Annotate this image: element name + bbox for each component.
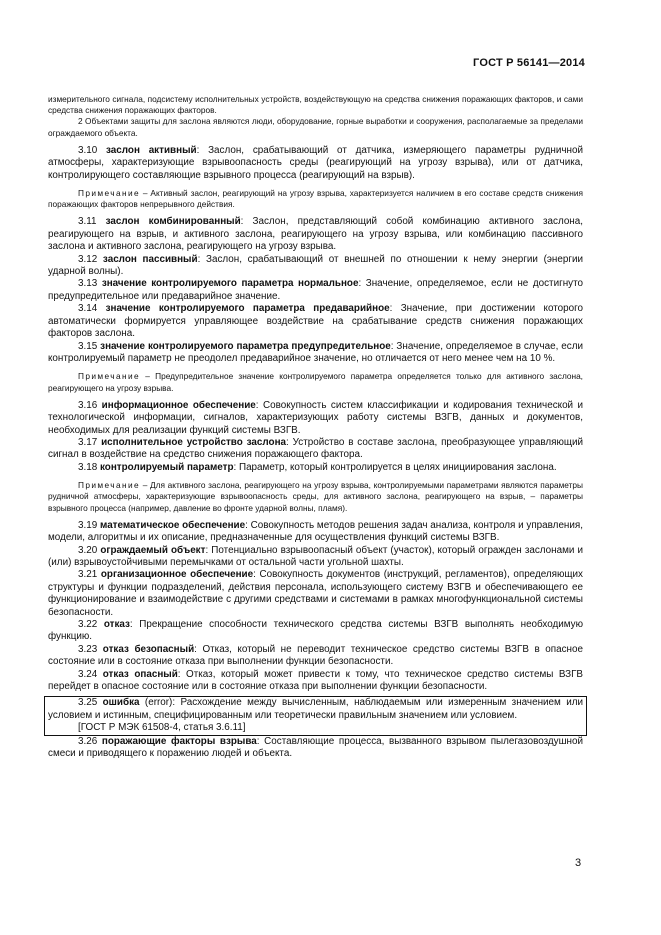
term-entry: [48, 520, 583, 545]
term-entry: [48, 254, 583, 279]
term-entry: [48, 400, 583, 437]
term-number: 3.20: [78, 544, 98, 556]
note-label: Примечание: [78, 188, 141, 199]
term-entry: [48, 736, 583, 761]
term-entry: [48, 303, 583, 340]
term-definition: : Прекращение способности технического средства системы ВЗГВ выполнять необходимую функцию.: [48, 619, 584, 643]
term-entry: [48, 644, 583, 669]
term-name: исполнительное устройство заслона: [101, 436, 287, 448]
document-code: ГОСТ Р 56141—2014: [473, 57, 585, 69]
term-number: 3.15: [78, 340, 98, 352]
term-entry: [48, 278, 583, 303]
term-name: отказ: [103, 619, 130, 631]
term-entry: [48, 437, 583, 462]
term-reference: [ГОСТ Р МЭК 61508-4, статья 3.6.11]: [78, 722, 246, 734]
term-entry: [48, 341, 583, 366]
term-number: 3.23: [78, 643, 98, 655]
term-name: значение контролируемого параметра предупредительное: [100, 340, 391, 352]
term-definition: : Заслон, срабатывающий от внешней по отношении к нему энергии (энергии ударной волны).: [48, 253, 583, 278]
term-definition: : Отказ, который может привести к тому, что техническое средство системы ВЗГВ перейдет в опасное состояние или в состояние отказа при выполнении функции безопасности.: [48, 668, 583, 693]
term-definition: : Потенциально взрывоопасный объект (участок), который огражден заслонами и (или) взрывоустойчивыми перемычками от остальной части угольной шахты.: [48, 544, 583, 568]
continued-note: [48, 94, 583, 116]
term-number: 3.22: [78, 619, 98, 631]
term-name: заслон комбинированный: [105, 216, 241, 228]
term-name: организационное обеспечение: [100, 569, 254, 581]
term-definition: : Заслон, срабатывающий от датчика, измеряющего параметры рудничной атмосферы, характеризующие взрывоопасность среды (реагирующий на угрозу взрыва), или от датчика, контролирующего составляющие взрывного процесса (реагирующий на взрыв).: [48, 144, 583, 181]
term-number: 3.21: [78, 569, 98, 581]
term-entry: [48, 462, 583, 474]
term-entry: [48, 145, 583, 182]
term-definition: : Параметр, который контролируется в целях инициирования заслона.: [233, 461, 557, 473]
term-name: ошибка: [102, 697, 140, 709]
term-number: 3.16: [78, 399, 98, 411]
term-name: ограждаемый объект: [100, 544, 206, 556]
term-number: 3.13: [78, 278, 98, 290]
term-number: 3.11: [78, 216, 97, 228]
term-entry: [48, 569, 583, 619]
term-name: значение контролируемого параметра предаварийное: [105, 303, 390, 315]
note-text: – Активный заслон, реагирующий на угрозу взрыва, характеризуется наличием в его составе средств снижения поражающих факторов непрерывного действия.: [48, 188, 583, 210]
term-definition: : Устройство в составе заслона, преобразующее управляющий сигнал в воздействие на средство снижения поражающего фактора.: [48, 436, 584, 461]
term-number: 3.10: [78, 144, 98, 156]
term-entry: [48, 545, 583, 570]
term-entry: [48, 697, 583, 722]
continued-note: [48, 116, 583, 138]
term-name: контролируемый параметр: [99, 461, 234, 473]
term-definition: : Составляющие процесса, вызванного взрывом пылегазовоздушной смеси и приводящего к поражению людей и объекта.: [48, 735, 583, 760]
note-label: Примечание: [78, 480, 141, 491]
highlight-box: [44, 696, 587, 735]
term-name: поражающие факторы взрыва: [101, 735, 257, 747]
note-text: – Предупредительное значение контролируемого параметра определяется только для активного заслона, реагирующего на угрозу взрыва.: [48, 371, 583, 393]
note: [48, 371, 583, 393]
note: [48, 188, 583, 210]
term-name: значение контролируемого параметра нормальное: [101, 278, 359, 290]
note-text: – Для активного заслона, реагирующего на угрозу взрыва, контролируемыми параметрами являются параметры рудничной атмосферы, характеризующие взрывоопасность среды, для активного заслона, реагирующего на взрыв, – параметры взрывного процесса (например, давление во фронте ударной волны, пламя).: [48, 480, 583, 513]
term-name: заслон пассивный: [102, 253, 198, 265]
term-number: 3.18: [78, 461, 98, 473]
term-entry: [48, 669, 583, 694]
term-entry: [48, 216, 583, 253]
term-definition: : Отказ, который не переводит техническое средство системы ВЗГВ в опасное состояние или в состояние отказа при выполнении функции безопасности.: [48, 643, 583, 668]
term-name: заслон активный: [106, 144, 197, 156]
term-definition: : Совокупность систем классификации и кодирования технической и технологической информации, сигналов, характеризующих работу системы ВЗГВ, данных и документов, необходимых для реализации функций системы ВЗГВ.: [48, 399, 584, 436]
term-definition: : Заслон, представляющий собой комбинацию активного заслона, реагирующего на взрыв, и активного заслона, реагирующего на угрозу взрыва, или комбинацию пассивного заслона и активного заслона, реагирующего на угрозу взрыва.: [48, 216, 584, 253]
term-entry: [48, 619, 583, 644]
term-number: 3.17: [78, 436, 98, 448]
note-label: Примечание: [78, 371, 141, 382]
term-definition: : Значение, при достижении которого автоматически формируется управляющее воздействие на срабатывание средств снижения поражающих факторов заслона.: [48, 303, 583, 340]
term-number: 3.25: [78, 697, 98, 709]
page-content: [48, 94, 583, 760]
term-number: 3.12: [78, 253, 98, 265]
term-definition: : Совокупность документов (инструкций, регламентов), определяющих структуры и функции подразделений, действия персонала, использующего систему ВЗГВ и обеспечивающего ее функционирование и взаимодействие с другими средствами и системами в рамках многофункциональной системы безопасности.: [48, 569, 583, 618]
note: [48, 480, 583, 514]
term-definition: : Совокупность методов решения задач анализа, контроля и управления, модели, алгоритмы и их описание, предназначенные для осуществления функций системы ВЗГВ.: [48, 519, 583, 544]
term-name: отказ опасный: [102, 668, 178, 680]
term-name: отказ безопасный: [102, 643, 195, 655]
term-definition: : Значение, определяемое в случае, если контролируемый параметр не преодолел предаварийное значение, но отличается от него менее чем на 10 %.: [48, 340, 583, 364]
term-number: 3.14: [78, 303, 98, 315]
note-text: измерительного сигнала, подсистему исполнительных устройств, воздействующую на средства снижения поражающих факторов, и сами средства снижения поражающих факторов.: [48, 94, 583, 116]
page-number: 3: [575, 857, 582, 869]
term-definition: (error): Расхождение между вычисленным, наблюдаемым или измеренным значением или условием и истинным, специфицированным или теоретически правильным значением или условием.: [48, 697, 584, 721]
term-name: математическое обеспечение: [100, 519, 246, 531]
term-number: 3.24: [78, 668, 98, 680]
term-definition: : Значение, определяемое, если не достигнуто предупредительное или предаварийное значение.: [48, 278, 583, 302]
note-text: 2 Объектами защиты для заслона являются люди, оборудование, горные выработки и сооружения, располагаемые за пределами ограждаемого объекта.: [48, 116, 583, 138]
term-name: информационное обеспечение: [101, 399, 256, 411]
term-number: 3.26: [78, 735, 98, 747]
term-number: 3.19: [78, 519, 98, 531]
